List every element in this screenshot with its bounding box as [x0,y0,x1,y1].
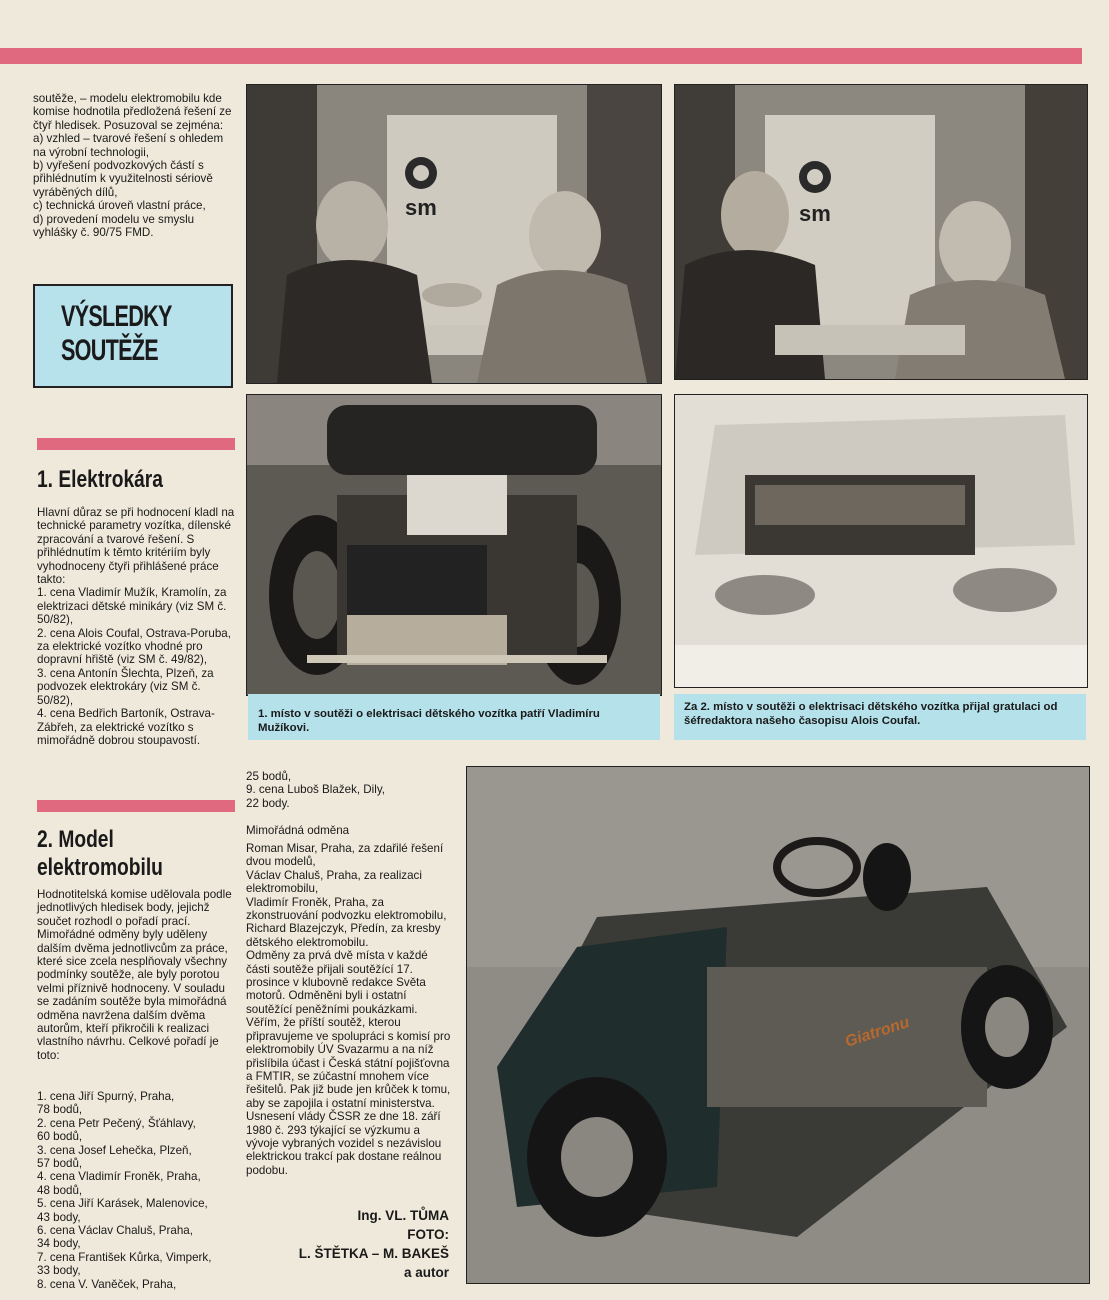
section2-body: Hodnotitelská komise udělovala podle jednotlivých hledisek body, jejichž součet rozhodl o pořadí prací. Mimořádné odměny byly uděleny dalším dvěma jednotlivcům za práce, které sice zcela nesplňovaly všechny podmínky soutěže, ale byly porotou velmi příznivě hodnoceny. V souladu se zadáním soutěže byla mimořádná odměna navržena dalším dvěma autorům, kteří přikročili k realizaci vlastního návrhu. Celkové pořadí je toto: [37,888,232,1062]
special-award-heading: Mimořádná odměna [246,824,350,837]
section1-body: Hlavní důraz se při hodnocení kladl na technické parametry vozítka, dílenské zpracování a tvarové řešení. S přihlédnutím k těmto kritériím byly vyhodnoceny čtyři přihlášené práce takto: 1. cena Vladimír Mužík, Kramolín, za elektrizaci dětské minikáry (viz SM č. 50/82), 2. cena Alois Coufal, Ostrava-Poruba, za elektrické vozítko vhodné pro dopravní hřiště (viz SM č. 49/82), 3. cena Antonín Šlechta, Plzeň, za podvozek elektrokáry (viz SM č. 50/82), 4. cena Bedřich Bartoník, Ostrava-Zábřeh, za elektrické vozítko s mimořádně dobrou stoupavostí. [37,506,235,747]
results-title: VÝSLEDKY SOUTĚŽE [61,300,172,367]
top-accent-bar [0,48,1082,64]
section2-accent-bar [37,800,235,812]
signature: Ing. VL. TŮMA FOTO: L. ŠTĚTKA – M. BAKEŠ a autor [298,1208,449,1280]
intro-text: soutěže, – modelu elektromobilu kde komise hodnotila předložená řešení ze čtyř hledisek. Posuzoval se zejména: a) vzhled – tvarové řešení s ohledem na výrobní technologii, b) vyřešení podvozkových částí s přihlédnutím k využitelnosti sériově vyráběných dílů, c) technická úroveň vlastní práce, d) provedení modelu ve smyslu vyhlášky č. 90/75 FMD. [33,92,232,240]
section2-heading: 2. Model elektromobilu [37,826,163,881]
photo-minikara-engine [246,394,662,696]
column3-top: 25 bodů, 9. cena Luboš Blažek, Dily, 22 body. [246,770,385,810]
photo2-logo: sm [799,201,831,226]
results-title-box [33,284,233,388]
section2-ranking: 1. cena Jiří Spurný, Praha, 78 bodů, 2. cena Petr Pečený, Šťáhlavy, 60 bodů, 3. cena Josef Lehečka, Plzeň, 57 bodů, 4. cena Vladimír Froněk, Praha, 48 bodů, 5. cena Jiří Karásek, Malenovice, 43 body, 6. cena Václav Chaluš, Praha, 34 body, 7. cena František Kůrka, Vimperk, 33 body, 8. cena V. Vaněček, Praha, [37,1090,212,1291]
photo-handshake-second [674,84,1088,380]
column3-body: Roman Misar, Praha, za zdařilé řešení dvou modelů, Václav Chaluš, Praha, za realizaci elektromobilu, Vladimír Froněk, Praha, za zkonstruování podvozku elektromobilu, Richard Blazejczyk, Předín, za kresby dětského elektromobilu. Odměny za prvá dvě místa v každé části soutěže přijali soutěžící 17. prosince v klubovně redakce Světa motorů. Odměněni byli i ostatní soutěžící peněžními poukázkami. Věřím, že příští soutěž, kterou připravujeme ve spolupráci s komisí pro elektromobily ÚV Svazarmu a na níž přislíbila účast i Česká státní pojišťovna a FMTIR, se zúčastní mnohem více řešitelů. Pak již bude jen krůček k tomu, aby se zapojila i ostatní ministerstva. Usnesení vlády ČSSR ze dne 18. září 1980 č. 293 týkající se výzkumu a vývoje vybraných vozidel s nezávislou elektrickou trakcí pak dostane reálnou podobu. [246,842,451,1177]
caption-first-place: 1. místo v soutěži o elektrisaci dětského vozítka patří Vladimíru Mužíkovi. [248,694,660,740]
photo-handshake-first [246,84,662,384]
section1-heading: 1. Elektrokára [37,466,163,493]
photo1-logo: sm [405,195,437,220]
section1-accent-bar [37,438,235,450]
photo-vehicle-battery [674,394,1088,688]
photo-electromobile-model [466,766,1090,1284]
caption-second-place: Za 2. místo v soutěži o elektrisaci dětského vozítka přijal gratulaci od šéfredaktora našeho časopisu Alois Coufal. [674,694,1086,740]
car-side-label: Giatronu [842,1014,912,1051]
